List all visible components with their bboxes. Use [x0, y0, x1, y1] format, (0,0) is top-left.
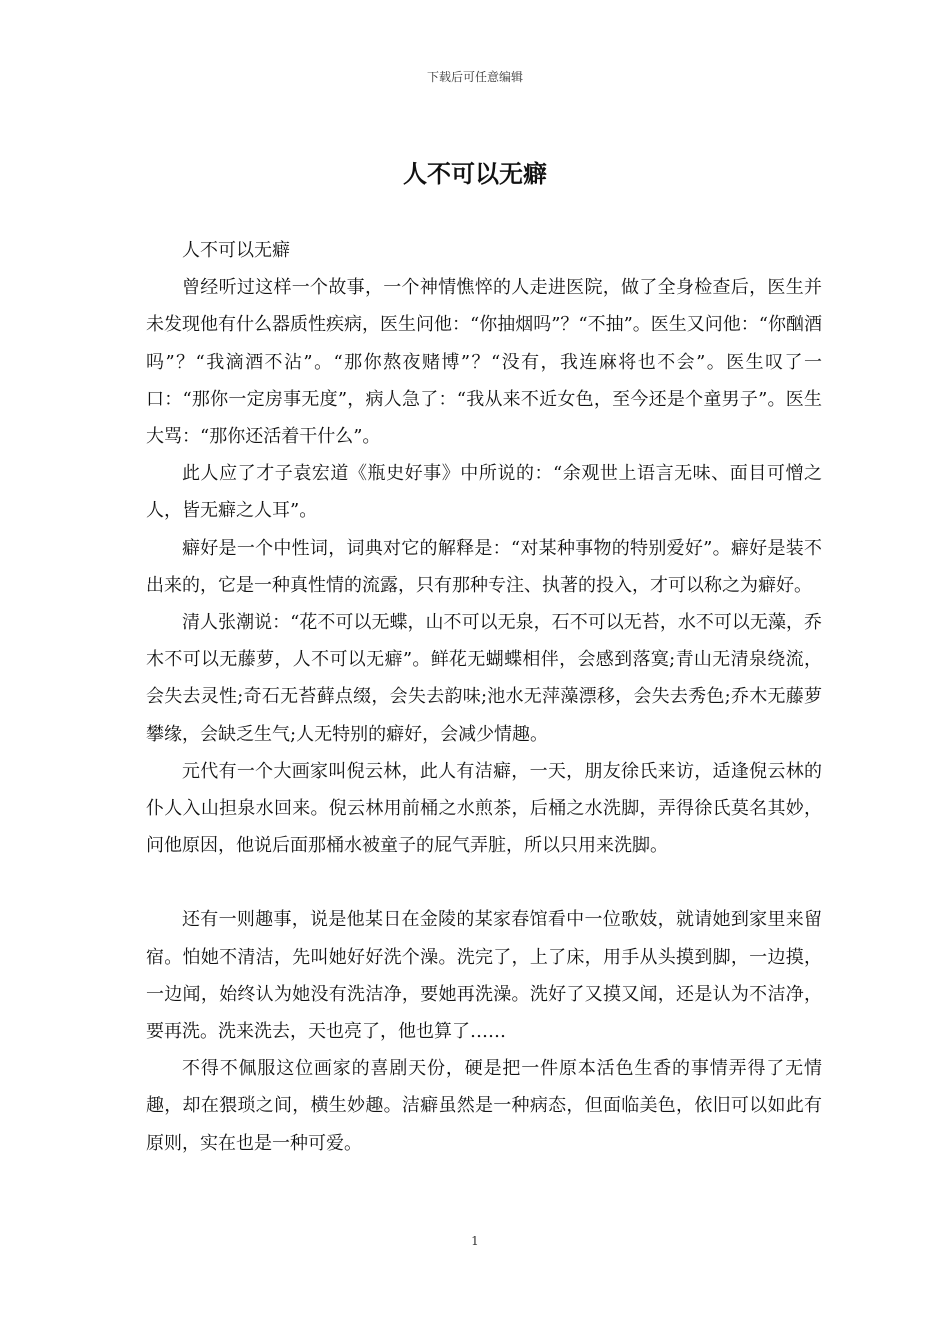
document-body [146, 232, 822, 1162]
paragraph-zhangchao: 清人张潮说：“花不可以无蝶，山不可以无泉，石不可以无苔，水不可以无藻，乔木不可以无藤萝，人不可以无癖”。鲜花无蝴蝶相伴，会感到落寞;青山无清泉绕流，会失去灵性;奇石无苔藓点缀，会失去韵味;池水无萍藻漂移，会失去秀色;乔木无藤萝攀缘，会缺乏生气;人无特别的癖好，会减少情趣。 [146, 612, 822, 745]
page-header: 下载后可任意编辑 [426, 70, 523, 84]
document-title: 人不可以无癖 [403, 160, 547, 188]
paragraph-subtitle: 人不可以无癖 [182, 240, 290, 261]
paragraph-anecdote: 还有一则趣事，说是他某日在金陵的某家春馆看中一位歌妓，就请她到家里来留宿。怕她不清洁，先叫她好好洗个澡。洗完了，上了床，用手从头摸到脚，一边摸，一边闻，始终认为她没有洗洁净，要她再洗澡。洗好了又摸又闻，还是认为不洁净，要再洗。洗来洗去，天也亮了，他也算了…… [146, 909, 822, 1043]
paragraph-quote: 此人应了才子袁宏道《瓶史好事》中所说的：“余观世上语言无味、面目可憎之人，皆无癖之人耳”。 [146, 463, 822, 522]
paragraph-definition: 癖好是一个中性词，词典对它的解释是：“对某种事物的特别爱好”。癖好是装不出来的，它是一种真性情的流露，只有那种专注、执著的投入，才可以称之为癖好。 [146, 537, 822, 596]
paragraph-story: 曾经听过这样一个故事，一个神情憔悴的人走进医院，做了全身检查后，医生并未发现他有什么器质性疾病，医生问他：“你抽烟吗”？“不抽”。医生又问他：“你酗酒吗”？“我滴酒不沾”。“那你熬夜赌博”？“没有，我连麻将也不会”。医生叹了一口：“那你一定房事无度”，病人急了：“我从来不近女色，至今还是个童男子”。医生大骂：“那你还活着干什么”。 [146, 277, 823, 448]
paragraph-conclusion: 不得不佩服这位画家的喜剧天份，硬是把一件原本活色生香的事情弄得了无情趣，却在猥琐之间，横生妙趣。洁癖虽然是一种病态，但面临美色，依旧可以如此有原则，实在也是一种可爱。 [146, 1058, 822, 1154]
page-number: 1 [471, 1234, 479, 1248]
paragraph-niyunlin: 元代有一个大画家叫倪云林，此人有洁癖，一天，朋友徐氏来访，适逢倪云林的仆人入山担泉水回来。倪云林用前桶之水煎茶，后桶之水洗脚，弄得徐氏莫名其妙，问他原因，他说后面那桶水被童子的屁气弄脏，所以只用来洗脚。 [146, 760, 822, 857]
